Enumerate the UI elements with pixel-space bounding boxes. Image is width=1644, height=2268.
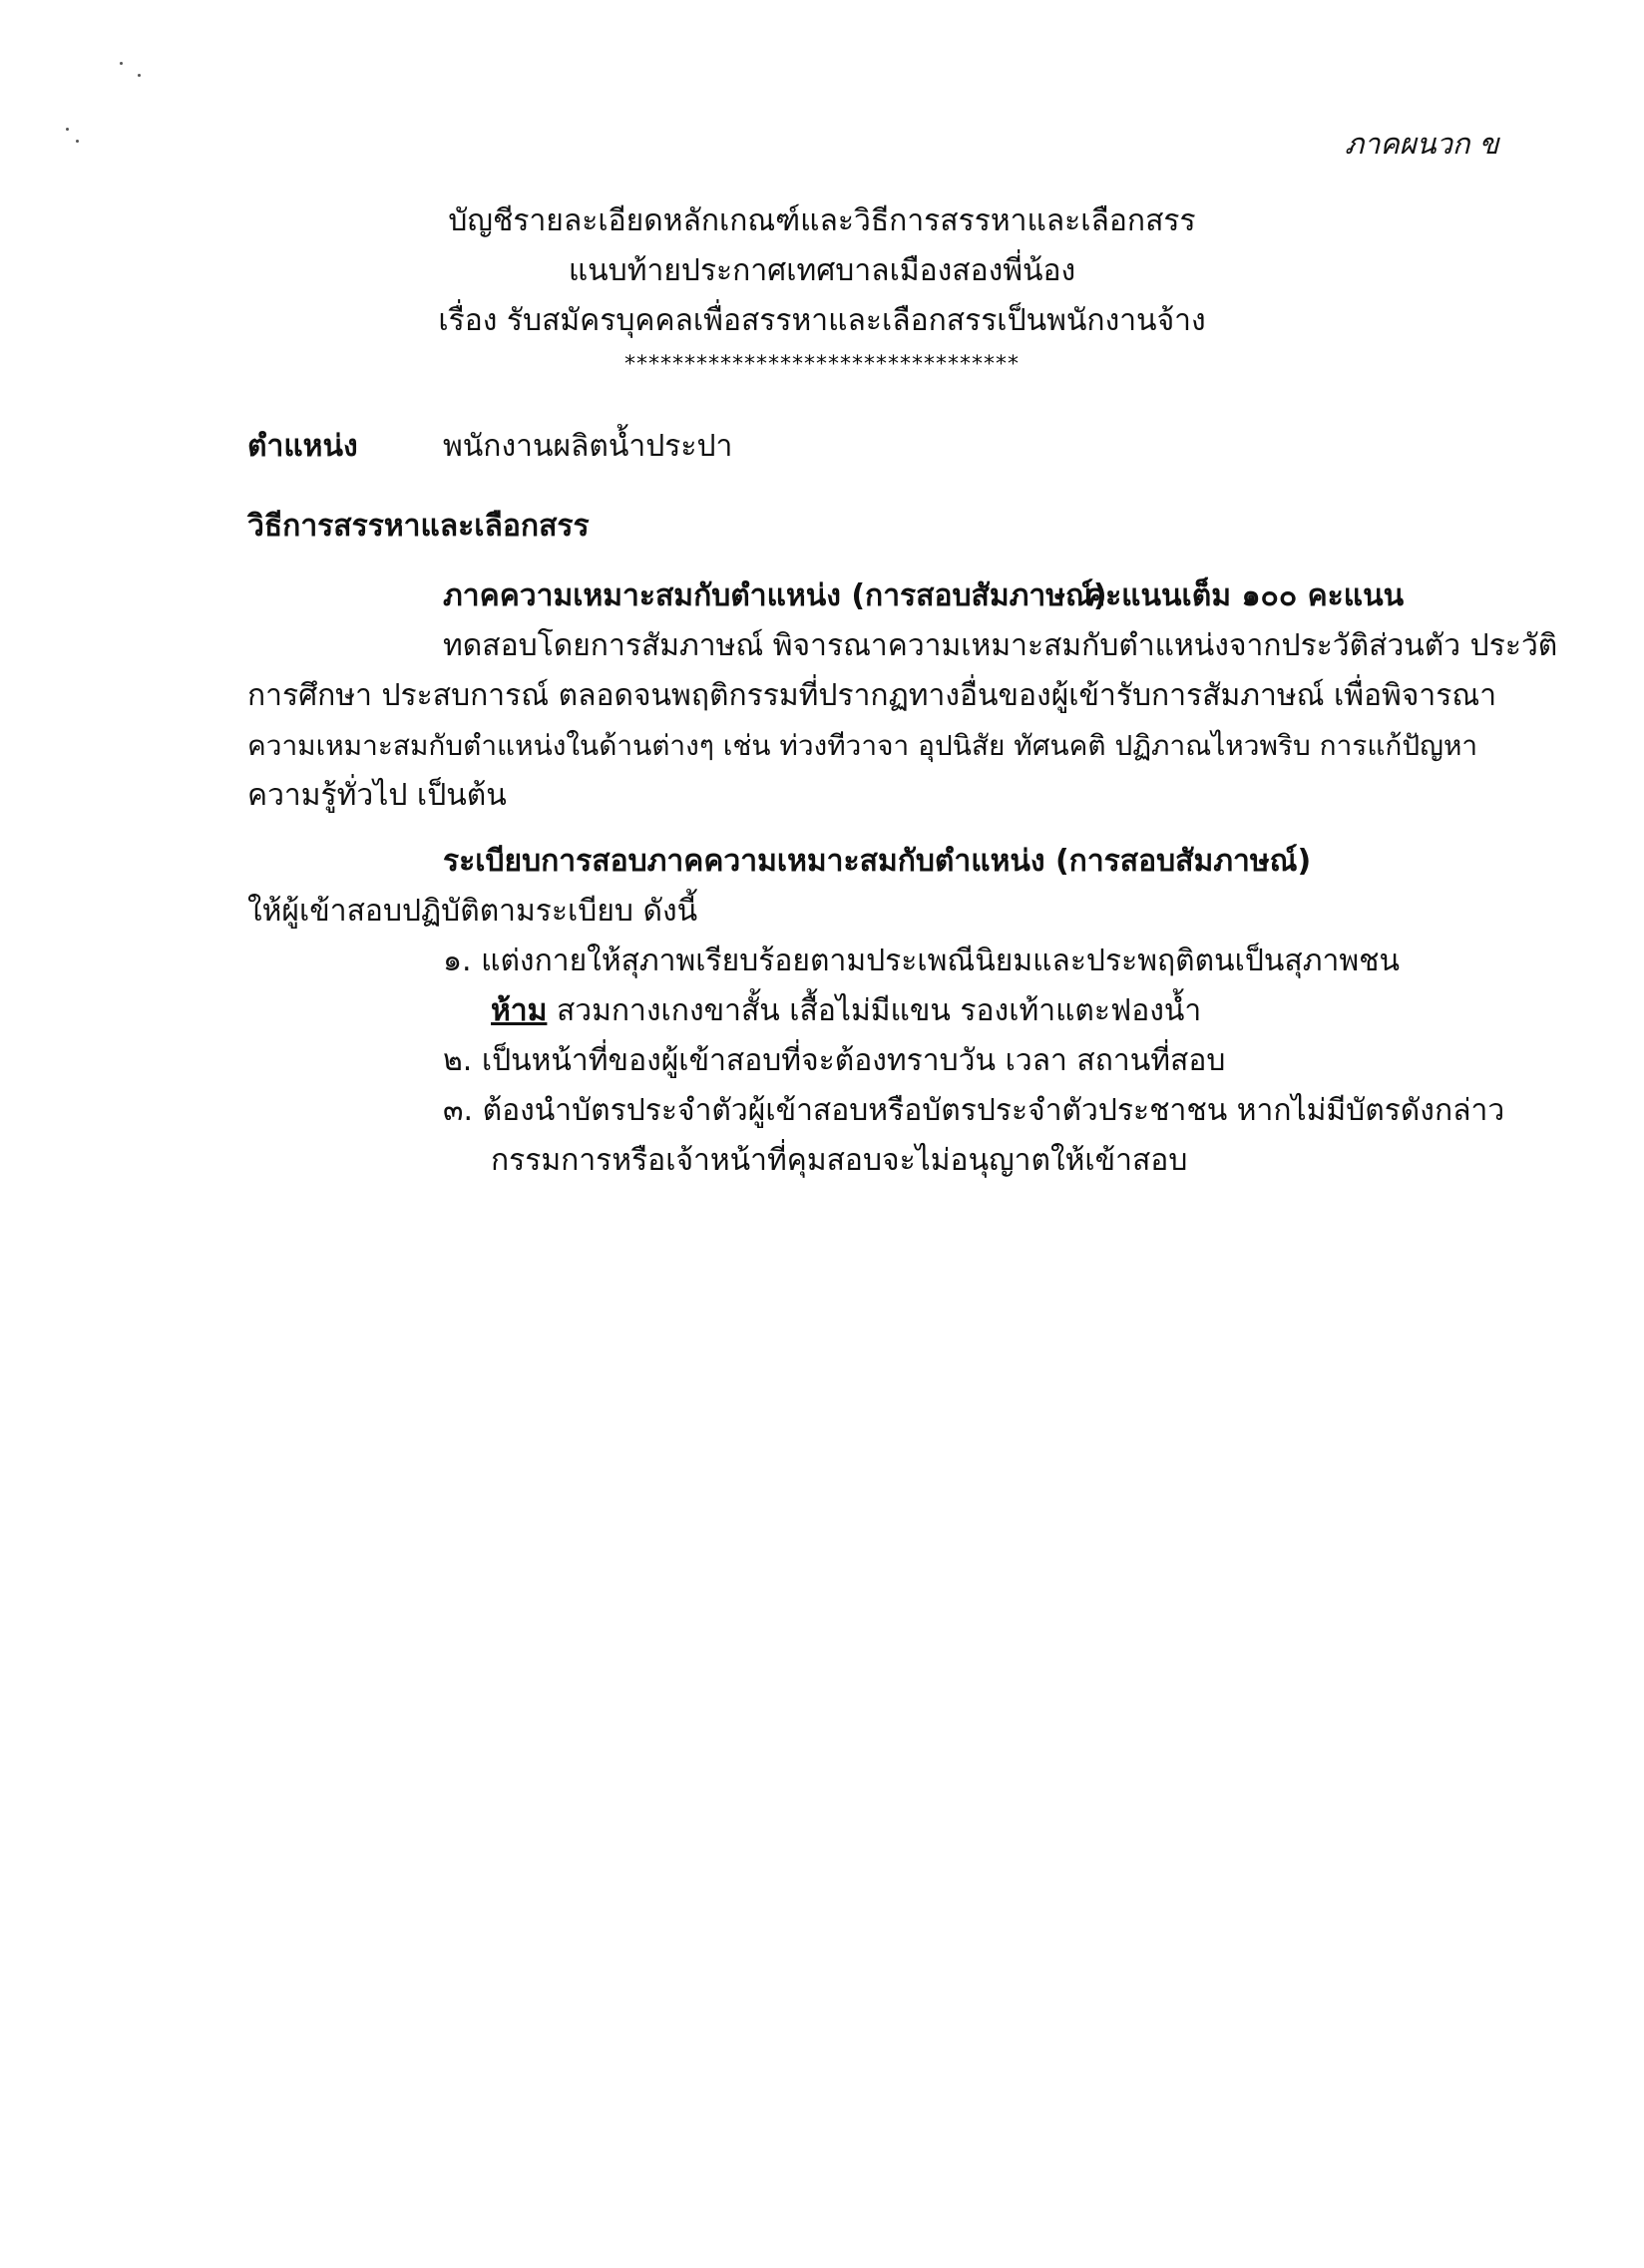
suitability-text-line: ความรู้ทั่วไป เป็นต้น bbox=[247, 778, 507, 813]
header-subject: เรื่อง รับสมัครบุคคลเพื่อสรรหาและเลือกสรรเป็นพนักงานจ้าง bbox=[438, 303, 1206, 338]
rules-intro: ให้ผู้เข้าสอบปฏิบัติตามระเบียบ ดังนี้ bbox=[247, 894, 698, 929]
rule-item-2: ๒. เป็นหน้าที่ของผู้เข้าสอบที่จะต้องทราบวัน เวลา สถานที่สอบ bbox=[443, 1043, 1226, 1078]
rule-item-3-continued: กรรมการหรือเจ้าหน้าที่คุมสอบจะไม่อนุญาตให้เข้าสอบ bbox=[491, 1143, 1188, 1178]
header-subtitle: แนบท้ายประกาศเทศบาลเมืองสองพี่น้อง bbox=[568, 253, 1076, 288]
rule-item-1-prohibit bbox=[491, 991, 1201, 1031]
suitability-text-line: ความเหมาะสมกับตำแหน่งในด้านต่างๆ เช่น ท่วงทีวาจา อุปนิสัย ทัศนคติ ปฏิภาณไหวพริบ การแก้ปัญหา bbox=[247, 729, 1478, 762]
appendix-label: ภาคผนวก ข bbox=[1345, 127, 1499, 161]
rule-item-1: ๑. แต่งกายให้สุภาพเรียบร้อยตามประเพณีนิยมและประพฤติตนเป็นสุภาพชน bbox=[443, 944, 1400, 978]
rule-item-3: ๓. ต้องนำบัตรประจำตัวผู้เข้าสอบหรือบัตรประจำตัวประชาชน หากไม่มีบัตรดังกล่าว bbox=[443, 1093, 1505, 1128]
suitability-text-line: การศึกษา ประสบการณ์ ตลอดจนพฤติกรรมที่ปรากฏทางอื่นของผู้เข้ารับการสัมภาษณ์ เพื่อพิจารณา bbox=[247, 678, 1497, 713]
header-separator: ********************************* bbox=[624, 352, 1020, 377]
header-title: บัญชีรายละเอียดหลักเกณฑ์และวิธีการสรรหาและเลือกสรร bbox=[448, 203, 1196, 238]
prohibit-text: สวมกางเกงขาสั้น เสื้อไม่มีแขน รองเท้าแตะฟองน้ำ bbox=[547, 993, 1202, 1028]
suitability-heading: ภาคความเหมาะสมกับตำแหน่ง (การสอบสัมภาษณ์) bbox=[443, 578, 1107, 613]
scan-speck bbox=[138, 74, 141, 77]
scan-speck bbox=[120, 62, 123, 65]
scan-speck bbox=[66, 128, 69, 131]
scan-speck bbox=[76, 140, 79, 143]
method-heading: วิธีการสรรหาและเลือกสรร bbox=[247, 509, 590, 544]
suitability-text-line: ทดสอบโดยการสัมภาษณ์ พิจารณาความเหมาะสมกับตำแหน่งจากประวัติส่วนตัว ประวัติ bbox=[443, 628, 1558, 663]
position-value: พนักงานผลิตน้ำประปา bbox=[443, 429, 733, 464]
prohibit-label: ห้าม bbox=[491, 993, 548, 1028]
position-label: ตำแหน่ง bbox=[247, 429, 358, 464]
rules-heading: ระเบียบการสอบภาคความเหมาะสมกับตำแหน่ง (การสอบสัมภาษณ์) bbox=[443, 844, 1312, 879]
suitability-score: คะแนนเต็ม ๑๐๐ คะแนน bbox=[1085, 578, 1405, 613]
